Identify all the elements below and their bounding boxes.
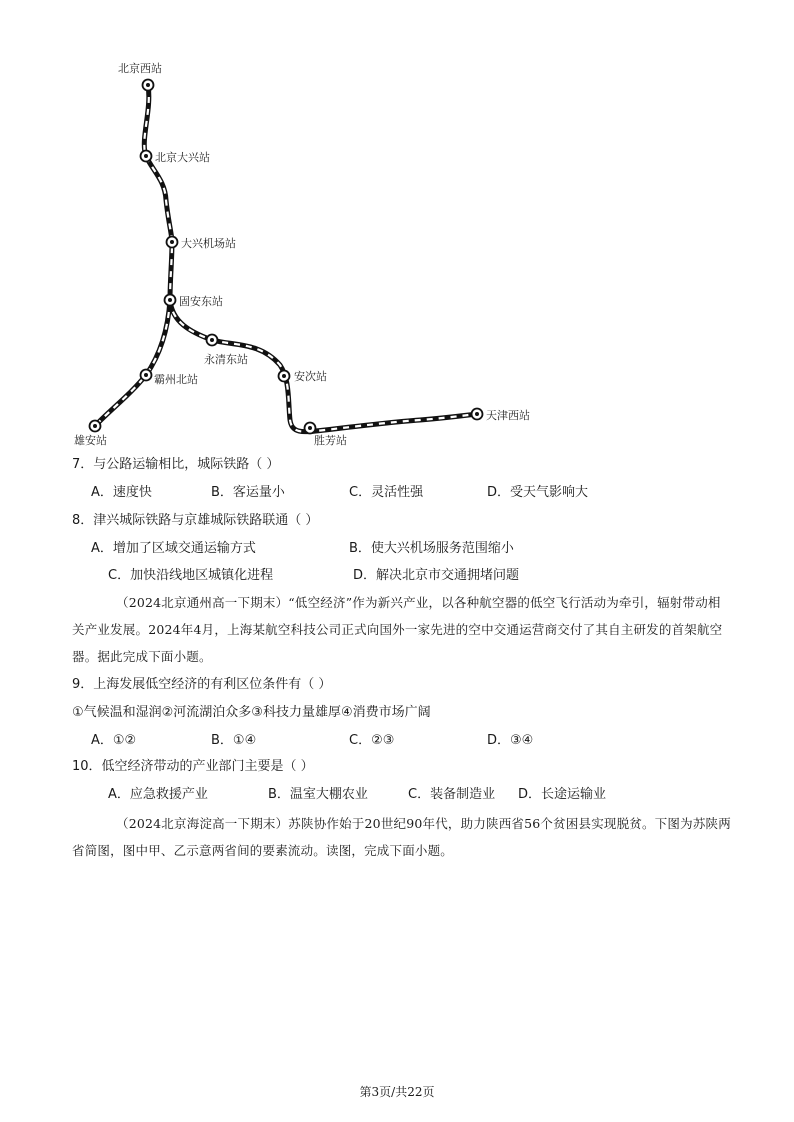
question-7-option-a[interactable]: A．速度快 [91, 485, 152, 500]
station-beijing-xi [118, 61, 162, 91]
question-8-option-b[interactable]: B．使大兴机场服务范围缩小 [349, 541, 514, 556]
station-label: 北京西站 [118, 62, 162, 75]
rail-line-jingxiong-north [144, 85, 172, 300]
reading-passage-1 [72, 589, 732, 670]
question-9-stem: 9．上海发展低空经济的有利区位条件有（ ） [72, 677, 332, 692]
question-9-option-b[interactable]: B．①④ [211, 733, 257, 748]
question-7-stem: 7．与公路运输相比，城际铁路（ ） [72, 457, 280, 472]
question-7-option-d[interactable]: D．受天气影响大 [487, 485, 589, 500]
question-7-option-b[interactable]: B．客运量小 [211, 485, 285, 500]
station-anci [279, 369, 328, 383]
station-tianjin-xi [472, 408, 531, 422]
station-label: 雄安站 [74, 434, 107, 447]
question-10-option-c[interactable]: C．装备制造业 [408, 787, 496, 802]
question-8-stem: 8．津兴城际铁路与京雄城际铁路联通（ ） [72, 513, 319, 528]
station-bazhou-bei [141, 370, 199, 387]
question-10-option-a[interactable]: A．应急救援产业 [108, 787, 208, 802]
railway-map [60, 50, 580, 460]
station-daxing-airport [167, 236, 237, 250]
question-9-conditions: ①气候温和湿润②河流湖泊众多③科技力量雄厚④消费市场广阔 [72, 705, 431, 720]
station-label: 天津西站 [486, 409, 530, 422]
rail-line-jingxiong-south [95, 300, 170, 426]
question-8-option-a[interactable]: A．增加了区域交通运输方式 [91, 541, 256, 556]
question-9-option-a[interactable]: A．①② [91, 733, 137, 748]
station-xiongan [74, 421, 107, 448]
question-8-option-d[interactable]: D．解决北京市交通拥堵问题 [353, 568, 520, 583]
question-10-option-d[interactable]: D．长途运输业 [518, 787, 607, 802]
station-label: 固安东站 [179, 295, 223, 308]
question-8-option-c[interactable]: C．加快沿线地区城镇化进程 [108, 568, 274, 583]
station-label: 北京大兴站 [155, 151, 210, 164]
station-label: 安次站 [294, 370, 327, 383]
question-10-option-b[interactable]: B．温室大棚农业 [268, 787, 368, 802]
page-number: 第3页/共22页 [359, 1085, 435, 1099]
reading-passage-2 [72, 810, 732, 864]
question-7-option-c[interactable]: C．灵活性强 [349, 485, 424, 500]
station-label: 霸州北站 [154, 373, 198, 386]
question-9-option-d[interactable]: D．③④ [487, 733, 534, 748]
passage-2-text: （2024北京海淀高一下期末）苏陕协作始于20世纪90年代，助力陕西省56个贫困县实现脱贫。下图为苏陕两省简图，图中甲、乙示意两省间的要素流动。读图，完成下面小题。 [72, 816, 731, 858]
station-yongqing-dong [204, 335, 248, 367]
station-label: 永清东站 [204, 353, 248, 366]
question-9-option-c[interactable]: C．②③ [349, 733, 395, 748]
question-10-stem: 10．低空经济带动的产业部门主要是（ ） [72, 759, 314, 774]
passage-1-text: （2024北京通州高一下期末）“低空经济”作为新兴产业，以各种航空器的低空飞行活动为牵引，辐射带动相关产业发展。2024年4月，上海某航空科技公司正式向国外一家先进的空中交通运营商交付了其自主研发的首架航空器。据此完成下面小题。 [72, 595, 723, 664]
station-label: 胜芳站 [314, 434, 347, 447]
station-label: 大兴机场站 [181, 237, 236, 250]
